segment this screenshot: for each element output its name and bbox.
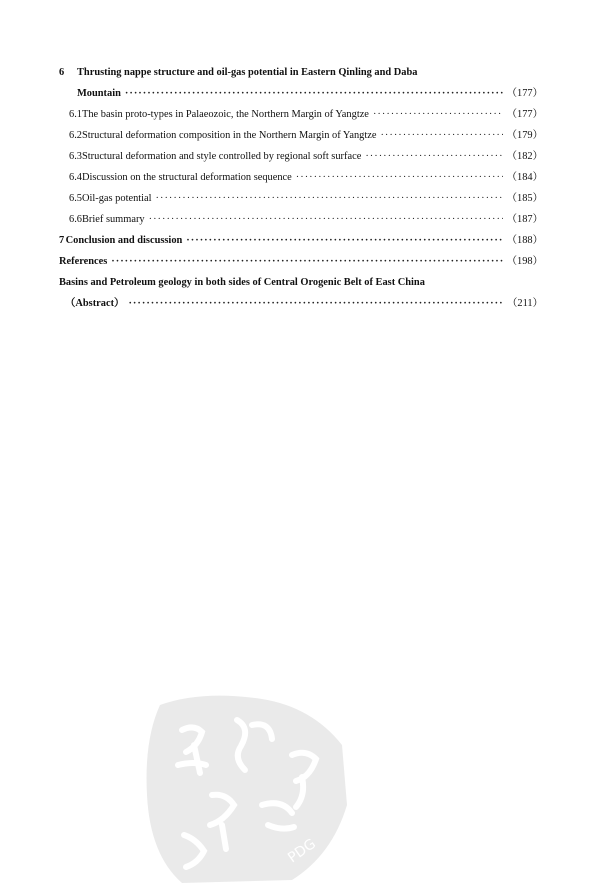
section-title: The basin proto-types in Palaeozoic, the Northern Margin of Yangtze xyxy=(82,109,369,120)
page-number: （185） xyxy=(506,193,543,204)
dot-leader xyxy=(380,129,502,143)
section-number: 6.2 xyxy=(69,130,82,141)
toc-entry-section xyxy=(59,108,543,129)
section-title: Structural deformation composition in the Northern Margin of Yangtze xyxy=(82,130,377,141)
chapter-title: Conclusion and discussion xyxy=(65,235,183,246)
section-number: 6.1 xyxy=(69,109,82,120)
page-number: （187） xyxy=(506,214,543,225)
seal-watermark xyxy=(142,685,352,885)
chapter-number: 6 xyxy=(59,67,65,78)
toc-abstract-title xyxy=(59,276,543,297)
toc-entry-abstract xyxy=(59,297,543,318)
section-title: Brief summary xyxy=(82,214,145,225)
dot-leader xyxy=(186,234,502,248)
dot-leader xyxy=(128,297,503,311)
section-number: 6.5 xyxy=(69,193,82,204)
toc-entry-section xyxy=(59,150,543,171)
chapter-number: 7 xyxy=(59,235,65,246)
toc-entry-chapter-7 xyxy=(59,234,543,255)
dot-leader xyxy=(365,150,502,164)
toc-entry-chapter-6 xyxy=(59,87,543,108)
references-title: References xyxy=(59,256,108,267)
page-number: （184） xyxy=(506,172,543,183)
page-number: （182） xyxy=(506,151,543,162)
table-of-contents xyxy=(59,66,543,318)
page-number: （198） xyxy=(506,256,543,267)
page-number: （188） xyxy=(506,235,543,246)
page-number: （179） xyxy=(506,130,543,141)
seal-stamp-icon xyxy=(142,685,352,885)
toc-entry-section xyxy=(59,192,543,213)
chapter-title-line1: Thrusting nappe structure and oil-gas potential in Eastern Qinling and Daba xyxy=(77,67,418,78)
toc-entry-section xyxy=(59,171,543,192)
dot-leader xyxy=(125,87,503,101)
page-number: （211） xyxy=(507,298,543,309)
toc-entry-references xyxy=(59,255,543,276)
section-title: Oil-gas potential xyxy=(82,193,152,204)
chapter-title-line2: Mountain xyxy=(77,88,121,99)
section-title: Discussion on the structural deformation sequence xyxy=(82,172,292,183)
seal-text: PDG xyxy=(285,835,319,867)
toc-entry-section xyxy=(59,129,543,150)
dot-leader xyxy=(149,213,503,227)
section-number: 6.4 xyxy=(69,172,82,183)
toc-chapter-6-title xyxy=(59,66,543,87)
page-number: （177） xyxy=(506,88,543,99)
dot-leader xyxy=(373,108,503,122)
dot-leader xyxy=(156,192,503,206)
abstract-title-line1: Basins and Petroleum geology in both sides of Central Orogenic Belt of East China xyxy=(59,277,425,288)
toc-entry-section xyxy=(59,213,543,234)
dot-leader xyxy=(296,171,503,185)
abstract-title-line2: （Abstract） xyxy=(65,298,125,309)
page-number: （177） xyxy=(506,109,543,120)
section-title: Structural deformation and style controlled by regional soft surface xyxy=(82,151,362,162)
dot-leader xyxy=(111,255,502,269)
section-number: 6.3 xyxy=(69,151,82,162)
section-number: 6.6 xyxy=(69,214,82,225)
